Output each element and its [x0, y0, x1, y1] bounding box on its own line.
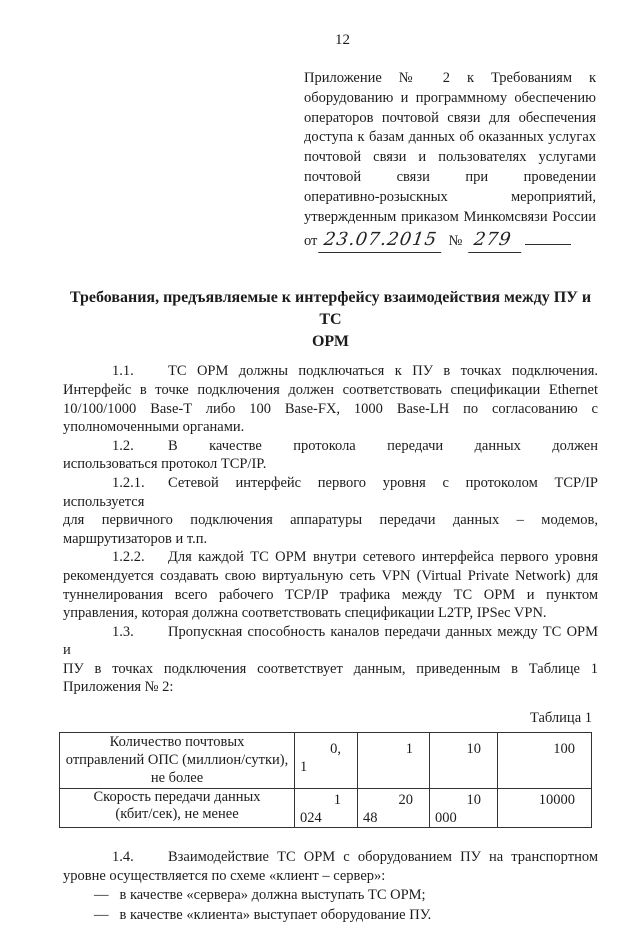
- text-line: 1.4. Взаимодействие ТС ОРМ с оборудованием ПУ на транспортном: [63, 848, 598, 867]
- number-sign: №: [448, 233, 463, 250]
- dash-bullet: —: [94, 906, 109, 923]
- table-cell: [358, 733, 430, 789]
- row-label-data-rate: [60, 789, 295, 828]
- paragraph-number: 1.4.: [112, 849, 134, 866]
- table-cell: [295, 733, 358, 789]
- document-page: [0, 33, 640, 938]
- body-text: [63, 362, 598, 697]
- text-line: рекомендуется создавать свою виртуальную сеть VPN (Virtual Private Network) для: [63, 567, 598, 584]
- text-line: оборудованию и программному обеспечению: [304, 89, 596, 106]
- underline-extension: [525, 232, 571, 245]
- text-line: 1.3. Пропускная способность каналов передачи данных между ТС ОРМ и: [63, 623, 598, 659]
- text-line: отправлений ОПС (миллион/сутки),: [65, 752, 289, 769]
- text-line: почтовой связи при проведении: [304, 168, 596, 185]
- text-line: 1.2. В качестве протокола передачи данных должен: [63, 437, 598, 456]
- cell-value-line: 1: [405, 741, 413, 758]
- table-row-data-rate: [60, 789, 592, 828]
- cell-value-line: 100: [553, 741, 575, 758]
- table-row-mail-volume: [60, 733, 592, 789]
- text-line: маршрутизаторов и т.п.: [63, 530, 208, 547]
- list-item-server: [94, 886, 598, 905]
- bullet-text: в качестве «сервера» должна выступать ТС ОРМ;: [119, 887, 426, 904]
- text-line: утвержденным приказом Минкомсвязи России: [304, 208, 596, 225]
- paragraph-1-2: [63, 437, 598, 474]
- paragraph-number: 1.1.: [112, 363, 134, 380]
- text-line: Интерфейс в точке подключения должен соответствовать спецификации Ethernet: [63, 381, 598, 398]
- text-line: использоваться протокол TCP/IP.: [63, 456, 267, 473]
- row-label-mail-volume: [60, 733, 295, 789]
- closing-section: [63, 848, 598, 924]
- table-caption: Таблица 1: [529, 710, 592, 727]
- capacity-table: [59, 732, 592, 828]
- cell-value-line: 1: [333, 792, 341, 809]
- handwritten-order-number: 279: [468, 227, 525, 253]
- cell-value-line: 0,: [330, 741, 341, 758]
- paragraph-1-3: [63, 623, 598, 697]
- list-item-client: [94, 906, 598, 925]
- paragraph-1-2-1: [63, 474, 598, 548]
- table-cell: [430, 789, 498, 828]
- text-line: уполномоченными органами.: [63, 419, 245, 436]
- paragraph-1-2-2: [63, 548, 598, 622]
- text-line: Приложения № 2:: [63, 679, 174, 696]
- paragraph-1-4: [63, 848, 598, 885]
- dash-bullet: —: [94, 887, 109, 904]
- text-line: Приложение № 2 к Требованиям к: [304, 70, 596, 86]
- table-cell: [498, 733, 592, 789]
- text-line: Требования, предъявляемые к интерфейсу взаимодействия между ПУ и ТС: [69, 289, 592, 329]
- text-line: уровне осуществляется по схеме «клиент – сервер»:: [63, 867, 386, 884]
- text-line: операторов почтовой связи для обеспечения: [304, 109, 596, 126]
- text-line: Скорость передачи данных: [93, 789, 261, 806]
- document-title: [63, 287, 598, 353]
- text-line: не более: [150, 770, 204, 787]
- cell-value-line: 10000: [538, 792, 575, 809]
- appendix-signature-line: [304, 227, 596, 254]
- paragraph-1-1: [63, 362, 598, 436]
- paragraph-number: 1.2.: [112, 437, 134, 454]
- appendix-reference: [304, 69, 596, 254]
- paragraph-number: 1.2.2.: [112, 549, 145, 566]
- text-line: 1.2.1. Сетевой интерфейс первого уровня с протоколом TCP/IP используется: [63, 474, 598, 510]
- cell-value-line: 48: [363, 810, 378, 827]
- page-number: 12: [335, 32, 350, 48]
- text-line: туннелирования всего рабочего TCP/IP трафика между ТС ОРМ и пунктом: [63, 586, 598, 603]
- text-line: ОРМ: [311, 333, 349, 351]
- text-line: для первичного подключения аппаратуры передачи данных – модемов,: [63, 512, 598, 529]
- paragraph-number: 1.2.1.: [112, 474, 145, 491]
- from-label: от: [304, 233, 318, 250]
- text-line: ПУ в точках подключения соответствует данным, приведенным в Таблице 1: [63, 660, 598, 677]
- bullet-text: в качестве «клиента» выступает оборудование ПУ.: [119, 906, 432, 923]
- cell-value-line: 10: [466, 741, 481, 758]
- text-line: оперативно-розыскных мероприятий,: [304, 188, 596, 205]
- table-cell: [430, 733, 498, 789]
- text-line: доступа к базам данных об оказанных услугах: [304, 129, 596, 146]
- text-line: Количество почтовых: [109, 734, 245, 751]
- handwritten-date: 23.07.2015: [319, 227, 446, 253]
- text-line: управления, которая должна соответствовать спецификации L2TP, IPSec VPN.: [63, 605, 547, 622]
- cell-value-line: 000: [435, 810, 457, 827]
- table-cell: [358, 789, 430, 828]
- text-line: почтовой связи и пользователях услугами: [304, 149, 596, 166]
- cell-value-line: 1: [300, 759, 308, 776]
- cell-value-line: 10: [466, 792, 481, 809]
- table-cell: [295, 789, 358, 828]
- text-line: 1.2.2. Для каждой ТС ОРМ внутри сетевого интерфейса первого уровня: [63, 548, 598, 567]
- text-line: 1.1. ТС ОРМ должны подключаться к ПУ в точках подключения.: [63, 362, 598, 381]
- appendix-lines: [304, 69, 596, 227]
- table-cell: [498, 789, 592, 828]
- cell-value-line: 20: [398, 792, 413, 809]
- text-line: 10/100/1000 Base-T либо 100 Base-FX, 1000 Base-LH по согласованию с: [63, 400, 598, 417]
- paragraph-number: 1.3.: [112, 623, 134, 640]
- text-line: (кбит/сек), не менее: [115, 806, 239, 823]
- cell-value-line: 024: [300, 810, 322, 827]
